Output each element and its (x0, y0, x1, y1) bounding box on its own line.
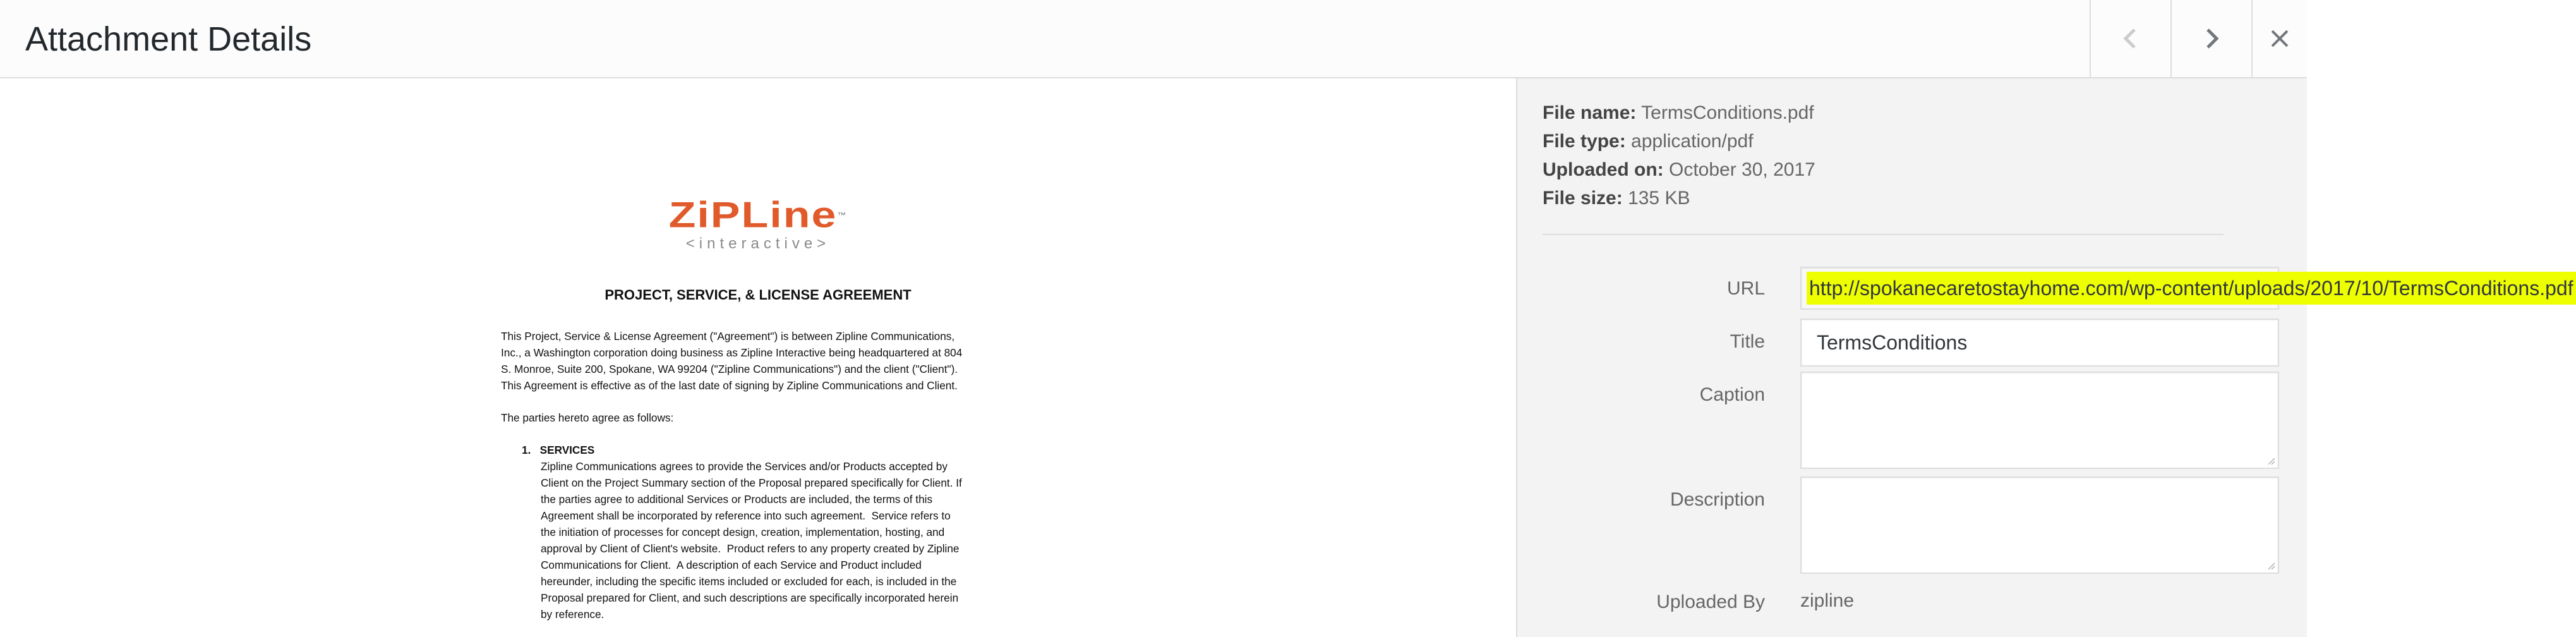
title-input[interactable]: TermsConditions (1800, 318, 2279, 367)
close-icon (2270, 28, 2290, 49)
pdf-page (499, 78, 1017, 637)
title-label: Title (1730, 331, 1765, 352)
description-textarea[interactable] (1800, 476, 2279, 574)
document-title: PROJECT, SERVICE, & LICENSE AGREEMENT (605, 287, 912, 303)
attachment-preview (0, 78, 1516, 637)
uploaded-by-value: zipline (1800, 590, 1855, 611)
modal-title: Attachment Details (25, 20, 312, 58)
document-parties-paragraph: The parties hereto agree as follows: (501, 411, 674, 424)
file-size-value: 135 KB (1628, 188, 1690, 209)
services-heading: 1. SERVICES (522, 444, 595, 456)
file-size-row: File size: 135 KB (1543, 188, 1690, 209)
close-modal-button[interactable] (2251, 0, 2307, 77)
url-label: URL (1726, 278, 1765, 299)
resize-grip-icon[interactable] (2266, 561, 2275, 570)
url-value: http://spokanecaretostayhome.com/wp-content/uploads/2017/10/TermsConditions.pdf (1807, 272, 2576, 305)
divider (1543, 234, 2224, 235)
modal-header (0, 0, 2307, 78)
description-label: Description (1670, 489, 1765, 510)
file-name-row: File name: TermsConditions.pdf (1543, 102, 1814, 123)
file-type-value: application/pdf (1631, 131, 1754, 152)
caption-label: Caption (1699, 384, 1765, 405)
uploaded-by-label: Uploaded By (1656, 592, 1765, 612)
next-attachment-button[interactable] (2170, 0, 2251, 77)
chevron-left-icon (2118, 26, 2143, 51)
zipline-logo (632, 192, 884, 253)
file-name-value: TermsConditions.pdf (1641, 102, 1814, 123)
logo-subtitle: <interactive> (685, 235, 831, 252)
previous-attachment-button[interactable] (2090, 0, 2170, 77)
attachment-details-sidebar (1516, 78, 2573, 637)
logo-wordmark: ZiPLine™ (668, 195, 848, 235)
chevron-right-icon (2199, 26, 2224, 51)
uploaded-on-value: October 30, 2017 (1669, 159, 1815, 180)
services-paragraph: Zipline Communications agrees to provide the Services and/or Products accepted by Client on the Project Summary section of the Proposal prepared specifically for Client. If the parties agree to additional Services or Products are included, the terms of this Agreement shall be incorporated by reference into such agreement. Service refers to the initiation of processes for concept design, creation, implementation, hosting, and approval by Client of Client's website. Product refers to any property created by Zipline Communications for Client. A description of each Service and Product included hereunder, including the specific items included or excluded for each, is included in the Proposal prepared for Client, and such descriptions are specifically incorporated herein by reference. (541, 460, 962, 621)
uploaded-on-row: Uploaded on: October 30, 2017 (1543, 159, 1815, 180)
resize-grip-icon[interactable] (2266, 456, 2275, 465)
file-type-row: File type: application/pdf (1543, 131, 1754, 152)
document-intro-paragraph: This Project, Service & License Agreement ("Agreement") is between Zipline Communications, Inc., a Washington corporation doing business as Zipline Interactive being headquartered at 804 S. Monroe, Suite 200, Spokane, WA 99204 ("Zipline Communications") and the client ("Client"). This Agreement is effective as of the last date of signing by Zipline Communications and Client. (501, 330, 963, 392)
url-field[interactable] (1800, 267, 2573, 310)
file-info (1543, 99, 1815, 212)
caption-textarea[interactable] (1800, 372, 2279, 469)
